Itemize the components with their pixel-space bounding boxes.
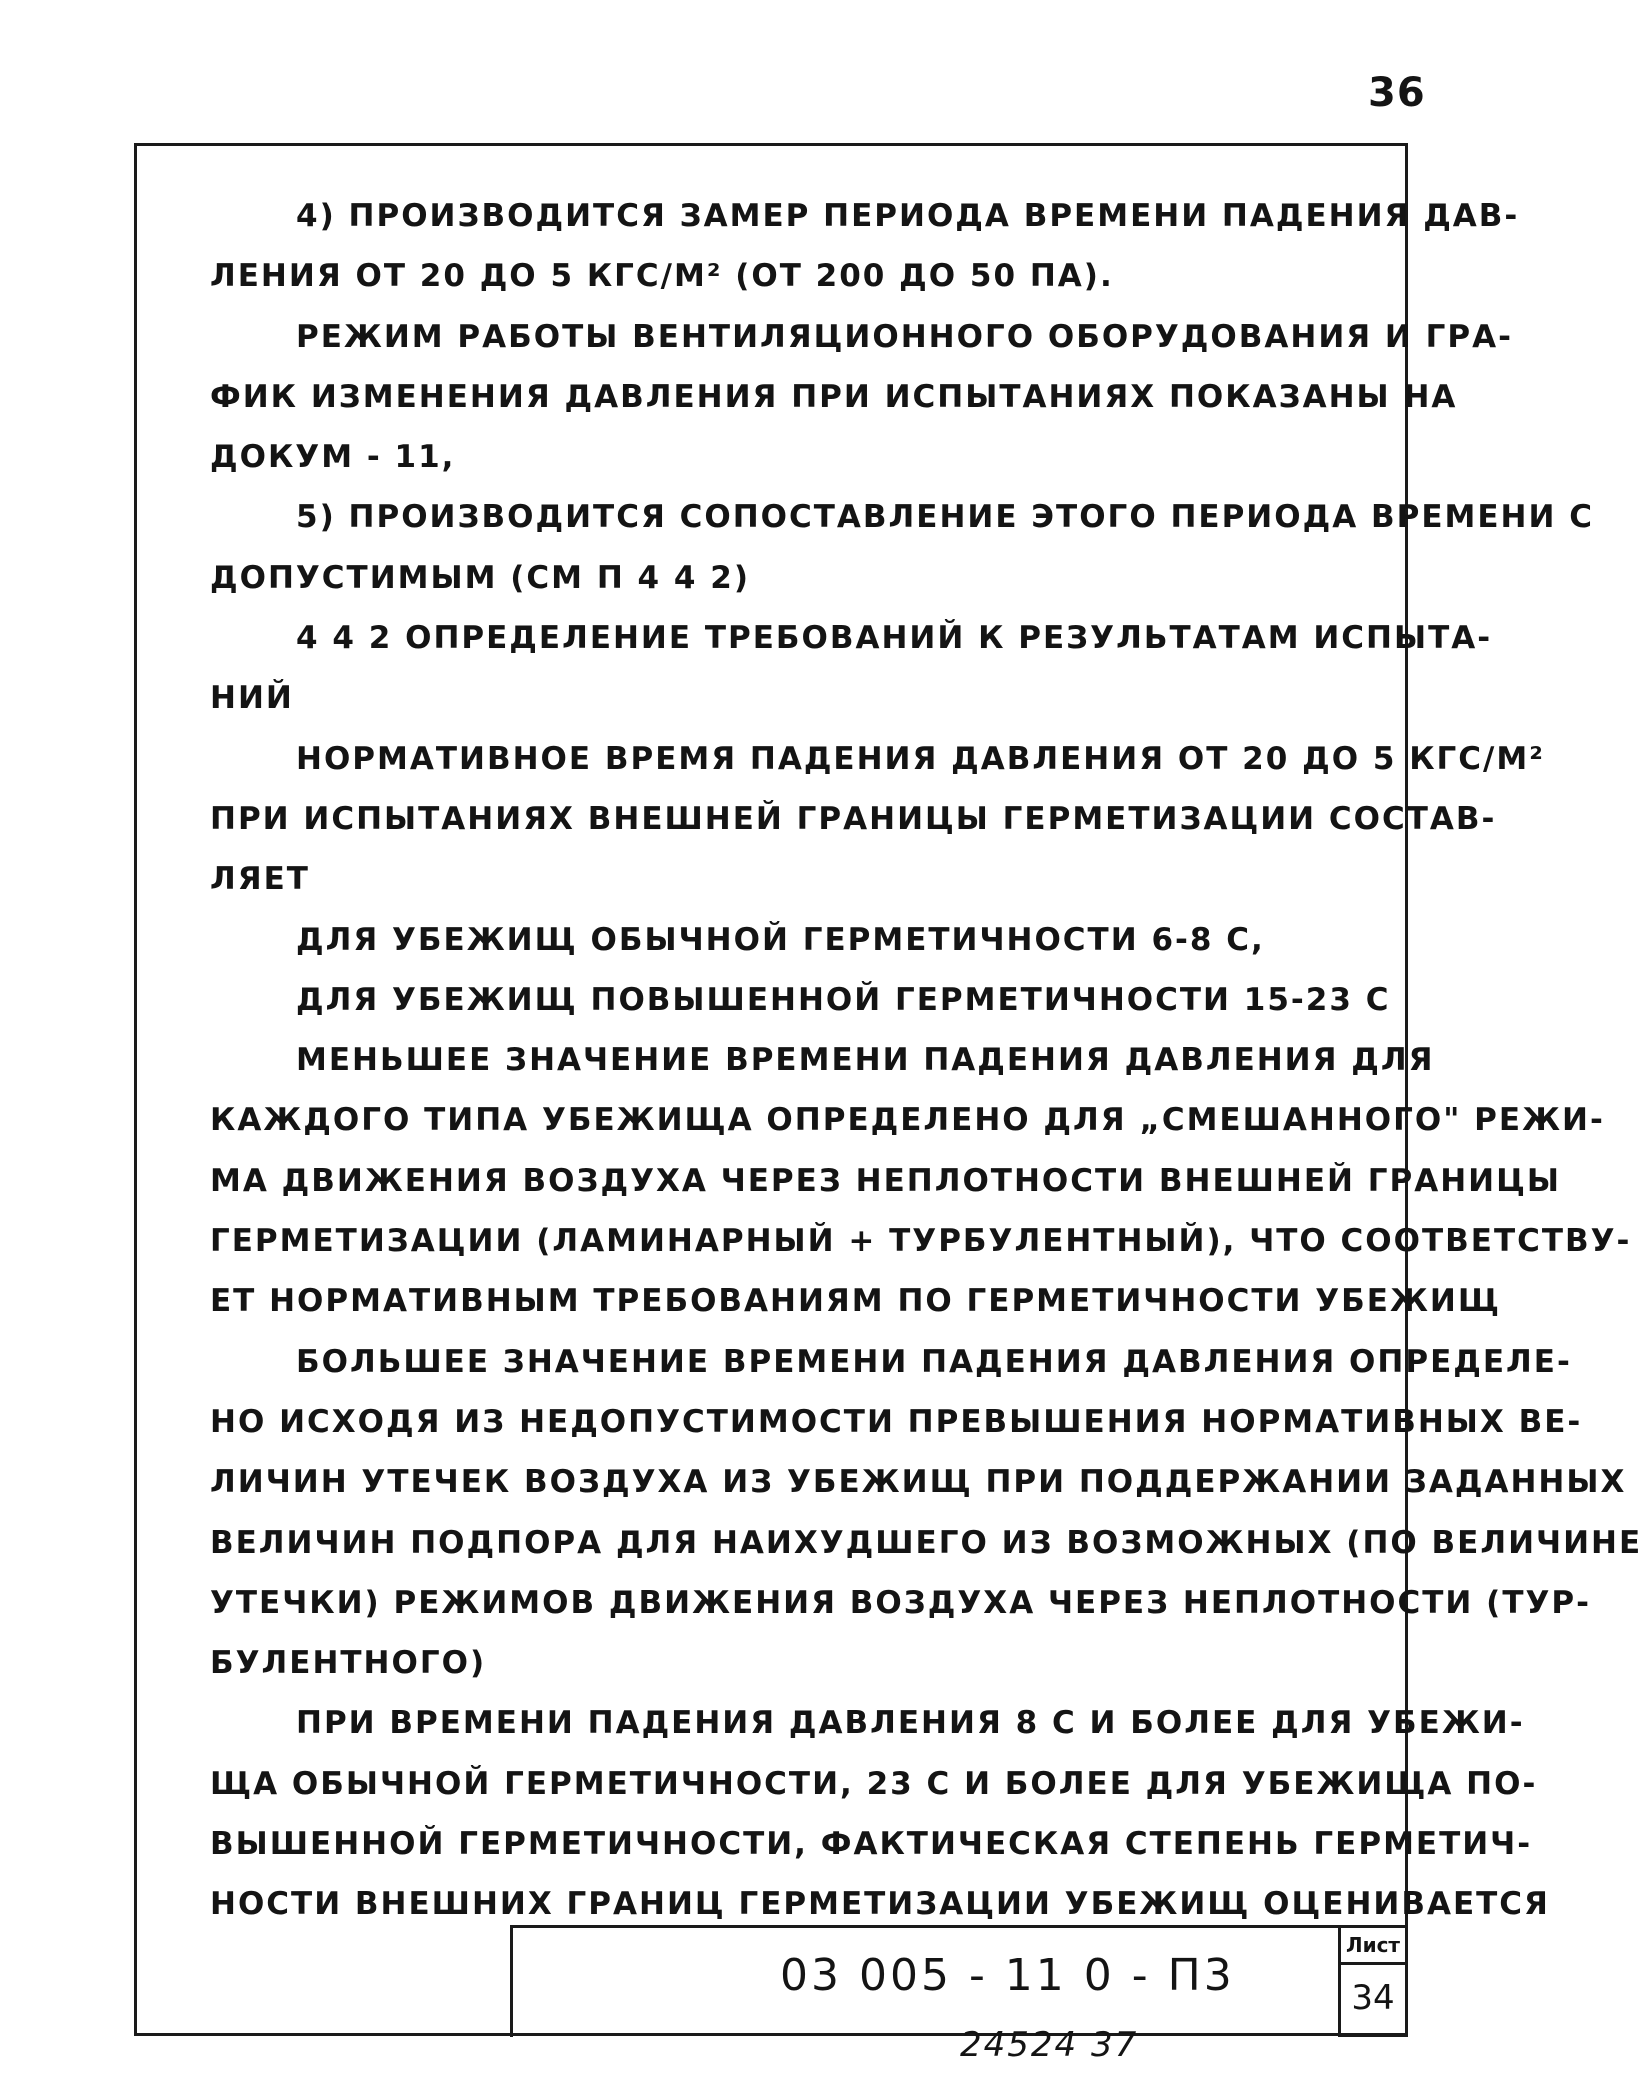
body-line: БОЛЬШЕЕ ЗНАЧЕНИЕ ВРЕМЕНИ ПАДЕНИЯ ДАВЛЕНИЯ ОПРЕДЕЛЕ-: [296, 1343, 1572, 1380]
body-line: ФИК ИЗМЕНЕНИЯ ДАВЛЕНИЯ ПРИ ИСПЫТАНИЯХ ПОКАЗАНЫ НА: [210, 378, 1458, 415]
body-line: ДЛЯ УБЕЖИЩ ПОВЫШЕННОЙ ГЕРМЕТИЧНОСТИ 15-23 С: [296, 981, 1391, 1018]
body-line: НИЙ: [210, 680, 294, 717]
document-body: [210, 186, 1642, 1935]
body-line: ГЕРМЕТИЗАЦИИ (ЛАМИНАРНЫЙ + ТУРБУЛЕНТНЫЙ), ЧТО СООТВЕТСТВУ-: [210, 1223, 1632, 1260]
body-line: ЩА ОБЫЧНОЙ ГЕРМЕТИЧНОСТИ, 23 С И БОЛЕЕ ДЛЯ УБЕЖИЩА ПО-: [210, 1765, 1538, 1802]
sheet-label: Лист: [1341, 1928, 1405, 1965]
document-code: 03 005 - 11 0 - П3: [780, 1950, 1235, 2001]
body-line: ДОКУМ - 11,: [210, 439, 456, 476]
body-line: МЕНЬШЕЕ ЗНАЧЕНИЕ ВРЕМЕНИ ПАДЕНИЯ ДАВЛЕНИЯ ДЛЯ: [296, 1042, 1435, 1079]
body-line: КАЖДОГО ТИПА УБЕЖИЩА ОПРЕДЕЛЕНО ДЛЯ „СМЕШАННОГО" РЕЖИ-: [210, 1102, 1605, 1139]
body-line: БУЛЕНТНОГО): [210, 1645, 487, 1682]
body-line: 4 4 2 ОПРЕДЕЛЕНИЕ ТРЕБОВАНИЙ К РЕЗУЛЬТАТАМ ИСПЫТА-: [296, 620, 1493, 657]
body-line: ДОПУСТИМЫМ (СМ П 4 4 2): [210, 559, 751, 596]
body-line: ЕТ НОРМАТИВНЫМ ТРЕБОВАНИЯМ ПО ГЕРМЕТИЧНОСТИ УБЕЖИЩ: [210, 1283, 1501, 1320]
body-line: ПРИ ВРЕМЕНИ ПАДЕНИЯ ДАВЛЕНИЯ 8 С И БОЛЕЕ ДЛЯ УБЕЖИ-: [296, 1705, 1525, 1742]
body-line: НО ИСХОДЯ ИЗ НЕДОПУСТИМОСТИ ПРЕВЫШЕНИЯ НОРМАТИВНЫХ ВЕ-: [210, 1403, 1583, 1440]
page-number: 36: [1368, 70, 1426, 116]
body-line: ЛИЧИН УТЕЧЕК ВОЗДУХА ИЗ УБЕЖИЩ ПРИ ПОДДЕРЖАНИИ ЗАДАННЫХ: [210, 1464, 1627, 1501]
body-line: ВЫШЕННОЙ ГЕРМЕТИЧНОСТИ, ФАКТИЧЕСКАЯ СТЕПЕНЬ ГЕРМЕТИЧ-: [210, 1826, 1533, 1863]
body-line: НОСТИ ВНЕШНИХ ГРАНИЦ ГЕРМЕТИЗАЦИИ УБЕЖИЩ ОЦЕНИВАЕТСЯ: [210, 1886, 1550, 1923]
sheet-cell: [1338, 1925, 1408, 2037]
title-block-top-rule: [510, 1925, 1394, 1928]
body-line: ЛЕНИЯ ОТ 20 ДО 5 КГС/М² (ОТ 200 ДО 50 ПА).: [210, 258, 1114, 295]
body-line: МА ДВИЖЕНИЯ ВОЗДУХА ЧЕРЕЗ НЕПЛОТНОСТИ ВНЕШНЕЙ ГРАНИЦЫ: [210, 1162, 1562, 1199]
body-line: УТЕЧКИ) РЕЖИМОВ ДВИЖЕНИЯ ВОЗДУХА ЧЕРЕЗ НЕПЛОТНОСТИ (ТУР-: [210, 1584, 1591, 1621]
body-line: ПРИ ИСПЫТАНИЯХ ВНЕШНЕЙ ГРАНИЦЫ ГЕРМЕТИЗАЦИИ СОСТАВ-: [210, 800, 1497, 837]
sheet-number: 34: [1351, 1978, 1395, 2018]
body-line: 4) ПРОИЗВОДИТСЯ ЗАМЕР ПЕРИОДА ВРЕМЕНИ ПАДЕНИЯ ДАВ-: [296, 198, 1520, 234]
body-line: ВЕЛИЧИН ПОДПОРА ДЛЯ НАИХУДШЕГО ИЗ ВОЗМОЖНЫХ (ПО ВЕЛИЧИНЕ: [210, 1524, 1642, 1561]
body-line: 5) ПРОИЗВОДИТСЯ СОПОСТАВЛЕНИЕ ЭТОГО ПЕРИОДА ВРЕМЕНИ С: [296, 499, 1594, 536]
body-line: ДЛЯ УБЕЖИЩ ОБЫЧНОЙ ГЕРМЕТИЧНОСТИ 6-8 С,: [296, 921, 1265, 958]
body-line: ЛЯЕТ: [210, 861, 310, 898]
body-line: НОРМАТИВНОЕ ВРЕМЯ ПАДЕНИЯ ДАВЛЕНИЯ ОТ 20 ДО 5 КГС/М²: [296, 740, 1545, 777]
archive-number: 24524 37: [960, 2025, 1139, 2065]
body-line: РЕЖИМ РАБОТЫ ВЕНТИЛЯЦИОННОГО ОБОРУДОВАНИЯ И ГРА-: [296, 318, 1513, 355]
